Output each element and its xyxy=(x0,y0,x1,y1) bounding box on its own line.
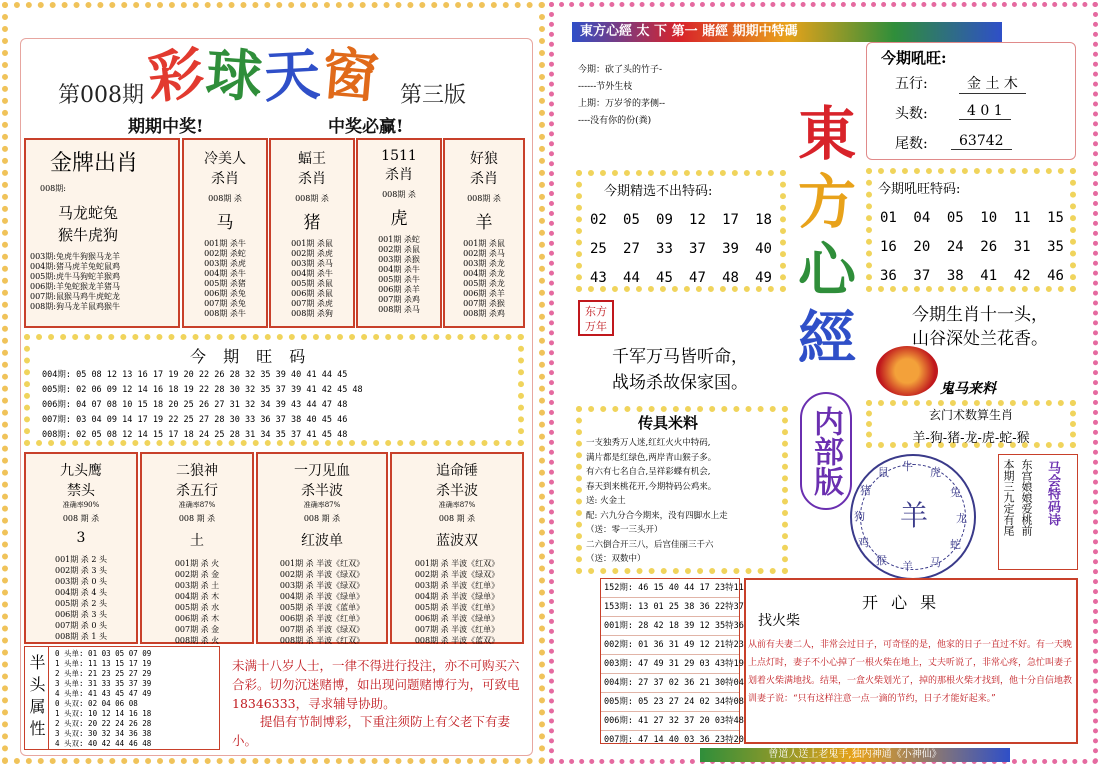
history-line: 004期 杀 木 xyxy=(174,592,220,601)
kaixin-subtitle: 找火柴 xyxy=(758,613,800,629)
wang-title: 今期吼旺: xyxy=(881,49,947,67)
history-line: 002期 杀蛇 xyxy=(204,249,246,258)
hint-line-2: 山谷深处兰花香。 xyxy=(912,329,1048,349)
number-cell: 31 xyxy=(1013,239,1031,255)
weishu-label: 尾数: xyxy=(895,136,928,152)
brand-char: 窗 xyxy=(319,40,383,112)
number-cell: 12 xyxy=(689,212,706,228)
kill2-col xyxy=(390,452,524,644)
kill-col-value: 猪 xyxy=(303,213,321,233)
zodiac-sign: 龙 xyxy=(956,512,967,525)
wangma-row: 005期: 02 06 09 12 14 16 18 19 22 28 30 32 35 37 39 41 42 45 48 xyxy=(42,385,363,395)
center-title-char: 心 xyxy=(797,236,856,304)
history-line: 004期 杀牛 xyxy=(291,269,333,278)
kill2-value: 3 xyxy=(76,530,86,546)
zodiac-sign: 蛇 xyxy=(950,538,961,551)
history-line: 006期 杀 半波《绿单》 xyxy=(414,614,500,623)
banbu-row: 3 头单: 31 33 35 37 39 xyxy=(55,679,152,688)
number-cell: 01 xyxy=(880,210,897,226)
number-cell: 24 xyxy=(946,239,964,255)
history-line: 004期:猪马虎羊兔蛇鼠鸡 xyxy=(30,262,120,271)
wangma-row: 006期: 04 07 08 10 15 18 20 25 26 27 31 32 34 39 43 44 47 48 xyxy=(42,400,348,410)
chuanju-line: 送: 火金土 xyxy=(586,496,626,506)
number-cell: 45 xyxy=(656,270,673,286)
zodiac-sign: 牛 xyxy=(902,460,913,473)
banbu-list xyxy=(55,649,151,749)
number-cell: 25 xyxy=(590,241,607,257)
number-cell: 40 xyxy=(755,241,772,257)
history-line: 007期 杀 金 xyxy=(174,625,220,634)
kill-col-subtitle: 杀肖 xyxy=(211,171,239,187)
history-line: 006期 杀 半波《红单》 xyxy=(279,614,365,623)
houwang-box xyxy=(866,168,1076,292)
brand-char: 彩 xyxy=(144,40,210,112)
kill-col xyxy=(182,138,268,328)
history-line: 008期 杀马 xyxy=(378,305,420,314)
zodiac-ring-labels xyxy=(852,456,974,578)
history-line: 008期 杀 火 xyxy=(174,636,220,645)
number-cell: 33 xyxy=(656,241,673,257)
history-line: 001期 杀 2 头 xyxy=(55,555,107,564)
history-line: 003期 杀 半波《绿双》 xyxy=(279,581,365,590)
toushu-value: 4 0 1 xyxy=(959,103,1011,120)
slogan-left: 期期中奖! xyxy=(128,117,204,137)
history-line: 005期:虎牛马狗蛇羊猴鸡 xyxy=(30,272,120,281)
number-cell: 43 xyxy=(590,270,607,286)
kill2-title: 一刀见血 xyxy=(294,463,350,479)
riddle-line: ------节外生枝 xyxy=(578,82,633,92)
zodiac-wheel xyxy=(850,454,976,580)
wangma-panel xyxy=(24,334,524,446)
number-cell: 46 xyxy=(1047,268,1064,284)
number-cell: 04 xyxy=(913,210,931,226)
kill2-history xyxy=(142,558,252,646)
wuxing-value: 金 土 木 xyxy=(959,73,1026,94)
number-cell: 35 xyxy=(1047,239,1064,255)
history-line: 002期 杀 3 头 xyxy=(55,566,107,575)
kill-col-subtitle: 杀肖 xyxy=(298,171,326,187)
history-line: 007期 杀 半波《红单》 xyxy=(414,625,500,634)
verse-line-1: 本期三九定有尾 xyxy=(1002,459,1015,536)
notice-text-2: 提倡有节制博彩，下重注须防上有父老下有妻小。 xyxy=(232,714,511,748)
kill2-title: 追命锤 xyxy=(436,463,478,479)
center-title xyxy=(792,100,862,372)
history-line: 007期 杀鸡 xyxy=(378,295,420,304)
history-row: 007期: 47 14 40 03 36 23特20 xyxy=(604,735,744,745)
kaixin-box xyxy=(744,578,1078,744)
history-line: 003期:兔虎牛狗猴马龙羊 xyxy=(30,252,120,261)
number-cell: 18 xyxy=(755,212,772,228)
number-row xyxy=(880,233,1064,262)
chuanju-text xyxy=(586,436,782,567)
kill-col-period: 008期 杀 xyxy=(208,194,242,203)
kill-col xyxy=(356,138,442,328)
weishu-value: 63742 xyxy=(951,133,1012,150)
kill2-period: 008 期 杀 xyxy=(178,514,216,523)
history-line: 005期 杀 半波《红单》 xyxy=(414,603,500,612)
kill2-col xyxy=(140,452,254,644)
number-cell: 38 xyxy=(946,268,964,284)
kill-col-history xyxy=(271,239,353,319)
kill2-col xyxy=(256,452,388,644)
kill2-subtitle: 杀半波 xyxy=(301,483,343,499)
history-line: 001期 杀牛 xyxy=(204,239,246,248)
number-cell: 36 xyxy=(880,268,897,284)
number-cell: 39 xyxy=(722,241,739,257)
history-line: 005期 杀龙 xyxy=(463,279,505,288)
history-line: 002期 杀 半波《绿双》 xyxy=(279,570,365,579)
history-line: 005期 杀鼠 xyxy=(291,279,333,288)
xuanmen-title: 玄门术数算生肖 xyxy=(928,408,1013,422)
verse-tag: 马会特码诗 xyxy=(1045,461,1060,526)
history-line: 004期 杀 半波《绿单》 xyxy=(279,592,365,601)
history-line: 001期 杀蛇 xyxy=(378,235,420,244)
history-line: 004期 杀牛 xyxy=(204,269,246,278)
history-line: 006期 杀兔 xyxy=(204,289,246,298)
history-row: 006期: 41 27 32 37 20 03特48 xyxy=(601,712,739,731)
number-cell: 10 xyxy=(980,210,998,226)
history-line: 006期:羊兔蛇猴龙羊猪马 xyxy=(30,282,120,291)
kill2-rate: 准确率87% xyxy=(438,501,476,509)
history-line: 002期 杀马 xyxy=(463,249,505,258)
history-line: 006期 杀 木 xyxy=(174,614,220,623)
history-line: 007期 杀 0 头 xyxy=(55,621,107,630)
riddle-box xyxy=(578,62,728,130)
history-line: 001期 杀 火 xyxy=(174,559,220,568)
chuanju-line: 有六有七名自合,呈祥彩蝶有机会, xyxy=(586,467,711,477)
history-line: 005期 杀 半波《蓝单》 xyxy=(279,603,365,612)
kill2-value: 蓝波双 xyxy=(436,533,478,549)
kill2-rate: 准确率90% xyxy=(62,501,100,509)
center-title-char: 東 xyxy=(797,100,856,168)
kill-col xyxy=(443,138,525,328)
zodiac-sign: 兔 xyxy=(950,486,961,499)
history-line: 003期 杀 半波《红单》 xyxy=(414,581,500,590)
jingxuan-title: 今期精选不出特码: xyxy=(604,184,713,199)
number-cell: 15 xyxy=(1047,210,1064,226)
gold-history xyxy=(30,252,120,312)
top-banner: 東方心經 太 下 第一 賭經 期期中特碼 xyxy=(572,22,1002,42)
banbu-row: 3 头双: 30 32 34 36 38 xyxy=(55,729,152,738)
number-cell: 20 xyxy=(913,239,931,255)
kill2-title: 二狼神 xyxy=(176,463,218,479)
kill-col-title: 好狼 xyxy=(470,151,498,167)
number-row xyxy=(590,235,772,264)
history-line: 006期 杀羊 xyxy=(378,285,420,294)
history-line: 007期 杀 半波《绿双》 xyxy=(279,625,365,634)
history-line: 001期 杀鼠 xyxy=(291,239,333,248)
history-line: 007期 杀兔 xyxy=(204,299,246,308)
history-line: 002期 杀 金 xyxy=(174,570,220,579)
history-line: 004期 杀龙 xyxy=(463,269,505,278)
number-cell: 41 xyxy=(980,268,998,284)
hint-line-1: 今期生肖十一头， xyxy=(912,305,1048,325)
history-line: 008期 杀鸡 xyxy=(463,309,505,318)
chuanju-line: 二六倒合开三八，后宫佳丽三千六 xyxy=(586,539,714,550)
gold-title: 金牌出肖 xyxy=(50,151,139,176)
gold-line2: 猴牛虎狗 xyxy=(58,226,119,244)
zodiac-sign: 猪 xyxy=(860,484,871,497)
kill2-subtitle: 禁头 xyxy=(67,483,95,499)
kill2-period: 008 期 杀 xyxy=(303,514,341,523)
history-line: 003期 杀龙 xyxy=(463,259,505,268)
history-line: 008期 杀 1 头 xyxy=(55,632,107,641)
banbu-row: 0 头单: 01 03 05 07 09 xyxy=(55,649,152,658)
jingxuan-box xyxy=(576,170,786,292)
history-line: 002期 杀虎 xyxy=(291,249,333,258)
kill-col-period: 008期 杀 xyxy=(467,194,501,203)
chuanju-line: 一支独秀万人迷,红红火火中特码, xyxy=(586,438,711,448)
center-title-char: 方 xyxy=(797,168,856,236)
number-cell: 05 xyxy=(946,210,964,226)
stamp: 东方万年 xyxy=(578,300,614,336)
kill2-subtitle: 杀五行 xyxy=(176,483,218,499)
history-line: 003期 杀 土 xyxy=(174,581,220,590)
history-row: 153期: 13 01 25 38 36 22特37 xyxy=(601,598,739,617)
kill-col-history xyxy=(445,239,523,319)
chuanju-box xyxy=(576,406,788,574)
history-line: 008期 杀 半波《蓝双》 xyxy=(414,636,500,645)
number-cell: 44 xyxy=(623,270,640,286)
banbu-row: 0 头双: 02 04 06 08 xyxy=(55,699,138,708)
brand-char: 球 xyxy=(203,41,267,111)
zodiac-center: 羊 xyxy=(899,499,928,532)
history-line: 001期 杀 半波《红双》 xyxy=(279,559,365,568)
kaixin-text: 从前有夫妻二人，非常会过日子，可奇怪的是，他家的日子一直过不好。有一天晚上点灯时，妻子不小心掉了一根火柴在地上，丈夫听说了，非常心疼，急忙叫妻子划着火柴满地找。结果，一盒火柴划光了，掉的那根火柴才找到，他十分自信地教训妻子说：“只有这样注意一点一滴的节约，日子才能好起来。” xyxy=(748,640,1073,704)
kill2-subtitle: 杀半波 xyxy=(436,483,478,499)
number-cell: 42 xyxy=(1013,268,1031,284)
kill-col-title: 冷美人 xyxy=(204,151,246,167)
wuxing-label: 五行: xyxy=(895,76,928,92)
number-cell: 37 xyxy=(913,268,931,284)
number-cell: 05 xyxy=(623,212,640,228)
history-row: 152期: 46 15 40 44 17 23特11 xyxy=(601,579,739,598)
kill-col xyxy=(269,138,355,328)
kill-col-title: 蝠王 xyxy=(298,151,326,167)
number-cell: 48 xyxy=(722,270,739,286)
number-cell: 02 xyxy=(590,212,607,228)
number-cell: 49 xyxy=(755,270,772,286)
houwang-grid xyxy=(880,204,1064,291)
kill-col-period: 008期 杀 xyxy=(295,194,329,203)
number-row xyxy=(880,204,1064,233)
history-line: 007期:鼠猴马鸡牛虎蛇龙 xyxy=(30,292,120,301)
number-cell: 27 xyxy=(623,241,640,257)
kill-col-period: 008期 杀 xyxy=(382,190,416,199)
number-cell: 09 xyxy=(656,212,673,228)
history-line: 002期 杀鼠 xyxy=(378,245,420,254)
banbu-row: 4 头双: 40 42 44 46 48 xyxy=(55,739,152,748)
number-cell: 26 xyxy=(980,239,998,255)
kill-col-value: 羊 xyxy=(475,213,493,233)
wang-box xyxy=(866,42,1076,160)
center-title-char: 經 xyxy=(797,304,856,372)
chuanju-line: （送：双数中） xyxy=(586,554,646,564)
banbu-panel xyxy=(24,646,220,750)
kill-col-subtitle: 杀肖 xyxy=(385,167,413,183)
banbu-row: 1 头双: 10 12 14 16 18 xyxy=(55,709,152,718)
number-row xyxy=(590,264,772,293)
riddle-line: 上期：万岁爷的茅侧-- xyxy=(578,99,666,109)
chuanju-line: （送：零一三头开） xyxy=(586,525,663,535)
kill2-value: 红波单 xyxy=(301,533,343,549)
wangma-row: 004期: 05 08 12 13 16 17 19 20 22 26 28 32 35 39 40 41 44 45 xyxy=(42,370,348,380)
kill-col-value: 马 xyxy=(216,213,234,233)
history-line: 004期 杀牛 xyxy=(378,265,420,274)
history-line: 003期 杀虎 xyxy=(204,259,246,268)
tiger-icon xyxy=(876,346,938,396)
kill-col-subtitle: 杀肖 xyxy=(470,171,498,187)
issue-label: 第008期 xyxy=(58,83,144,108)
history-line: 008期 杀狗 xyxy=(291,309,333,318)
riddle-line: ----没有你的份(粪) xyxy=(578,116,652,126)
verse-line-2: 东宫娘娘爱桃前 xyxy=(1020,459,1033,536)
zodiac-sign: 马 xyxy=(930,556,941,569)
banbu-row: 2 头双: 20 22 24 26 28 xyxy=(55,719,152,728)
history-line: 008期 杀 半波《红双》 xyxy=(279,636,365,645)
number-cell: 47 xyxy=(689,270,706,286)
history-row: 005期: 05 23 27 24 02 34特08 xyxy=(601,693,739,712)
zodiac-sign: 猴 xyxy=(876,554,887,567)
inner-label: 内部版 xyxy=(800,392,852,510)
history-line: 001期 杀鼠 xyxy=(463,239,505,248)
kill-col-history xyxy=(184,239,266,319)
kill2-history xyxy=(392,558,522,646)
wangma-list xyxy=(42,368,363,443)
wangma-row: 007期: 03 04 09 14 17 19 22 25 27 28 30 33 36 37 38 40 45 46 xyxy=(42,415,348,425)
history-line: 006期 杀 3 头 xyxy=(55,610,107,619)
jingxuan-grid xyxy=(590,206,772,293)
chuanju-line: 春天到来桃花开,今期特码公鸡来。 xyxy=(586,481,717,492)
history-row: 004期: 27 37 02 36 21 30特04 xyxy=(601,674,739,693)
history-line: 004期 杀 半波《绿单》 xyxy=(414,592,500,601)
chuanju-title: 传具米料 xyxy=(638,414,699,432)
number-row xyxy=(590,206,772,235)
number-cell: 16 xyxy=(880,239,897,255)
edition-label: 第三版 xyxy=(400,83,467,108)
history-line: 002期 杀 半波《绿双》 xyxy=(414,570,500,579)
history-line: 006期 杀鼠 xyxy=(291,289,333,298)
toushu-label: 头数: xyxy=(895,106,928,122)
history-line: 006期 杀羊 xyxy=(463,289,505,298)
history-line: 003期 杀马 xyxy=(291,259,333,268)
wangma-row: 008期: 02 05 08 12 14 15 17 18 24 25 28 31 34 35 37 41 45 48 xyxy=(42,430,348,440)
zodiac-sign: 鼠 xyxy=(878,466,889,479)
zodiac-sign: 羊 xyxy=(902,560,913,573)
houwang-title: 今期吼旺特码: xyxy=(878,182,961,197)
chuanju-line: 满片都是红绿色,两岸青山猴子多。 xyxy=(586,452,717,463)
bottom-banner: 曾道人送上老鬼手,独内神通《小神仙》 xyxy=(700,748,1010,762)
banbu-row: 1 头单: 11 13 15 17 19 xyxy=(55,659,152,668)
gold-panel xyxy=(24,138,180,328)
history-line: 001期 杀 半波《红双》 xyxy=(414,559,500,568)
history-row: 003期: 47 49 31 29 03 43特19 xyxy=(601,655,739,674)
wangma-title: 今 期 旺 码 xyxy=(190,347,312,366)
kill2-value: 土 xyxy=(190,533,204,549)
history-row: 002期: 01 36 31 49 12 21特23 xyxy=(601,636,739,655)
history-line: 003期 杀 0 头 xyxy=(55,577,107,586)
history-line: 005期 杀猪 xyxy=(204,279,246,288)
zodiac-sign: 虎 xyxy=(930,466,941,479)
brand-title xyxy=(144,40,383,112)
xuanmen-box xyxy=(866,400,1076,448)
number-cell: 11 xyxy=(1013,210,1031,226)
verse-box xyxy=(998,454,1078,570)
banbu-label: 半头属性 xyxy=(25,647,49,749)
gold-period: 008期: xyxy=(40,184,66,193)
poem-line-1: 千军万马皆听命， xyxy=(612,347,748,367)
history-line: 005期 杀 2 头 xyxy=(55,599,107,608)
kill-col-title: 1511 xyxy=(381,148,417,164)
riddle-line: 今期：砍了头的竹子- xyxy=(578,65,663,75)
history-line: 004期 杀 4 头 xyxy=(55,588,107,597)
number-cell: 17 xyxy=(722,212,739,228)
history-line: 007期 杀虎 xyxy=(291,299,333,308)
slogan-right: 中奖必赢! xyxy=(328,117,404,137)
notice-text: 未满十八岁人士，一律不得进行投注，亦不可购买六合彩。切勿沉迷赌博，如出现问题赌博行为，可致电18346333，寻求辅导协助。 xyxy=(232,658,520,711)
history-line: 007期 杀猴 xyxy=(463,299,505,308)
history-line: 005期 杀 水 xyxy=(174,603,220,612)
zodiac-sign: 鸡 xyxy=(858,536,869,549)
xuanmen-value: 羊-狗-猪-龙-虎-蛇-猴 xyxy=(912,431,1030,446)
kill2-period: 008 期 杀 xyxy=(62,514,100,523)
kill-col-history xyxy=(358,235,440,315)
brand-char: 天 xyxy=(262,41,324,111)
number-cell: 37 xyxy=(689,241,706,257)
kill2-period: 008 期 杀 xyxy=(438,514,476,523)
number-row xyxy=(880,262,1064,291)
poem-line-2: 战场杀故保家国。 xyxy=(612,373,748,393)
kill2-history xyxy=(26,554,136,642)
history-line: 008期:狗马龙羊鼠鸡猴牛 xyxy=(30,302,120,311)
kill2-col xyxy=(24,452,138,644)
gold-line1: 马龙蛇兔 xyxy=(58,204,119,222)
kaixin-title: 开 心 果 xyxy=(862,593,941,612)
kill2-history xyxy=(258,558,386,646)
kill2-title: 九头鹰 xyxy=(60,463,102,479)
history-row: 001期: 28 42 18 39 12 35特36 xyxy=(601,617,739,636)
kill2-rate: 准确率87% xyxy=(178,501,216,509)
banbu-row: 2 头单: 21 23 25 27 29 xyxy=(55,669,152,678)
history-table xyxy=(600,578,744,745)
history-line: 003期 杀猴 xyxy=(378,255,420,264)
kill2-rate: 准确率87% xyxy=(303,501,341,509)
zodiac-sign: 狗 xyxy=(854,510,865,523)
history-line: 005期 杀牛 xyxy=(378,275,420,284)
banbu-row: 4 头单: 41 43 45 47 49 xyxy=(55,689,152,698)
history-line: 008期 杀牛 xyxy=(204,309,246,318)
guide-label: 鬼马来料 xyxy=(940,381,996,397)
kill-col-value: 虎 xyxy=(390,209,408,229)
chuanju-line: 配: 六九分合今期来，没有四脚水上走 xyxy=(586,510,728,521)
